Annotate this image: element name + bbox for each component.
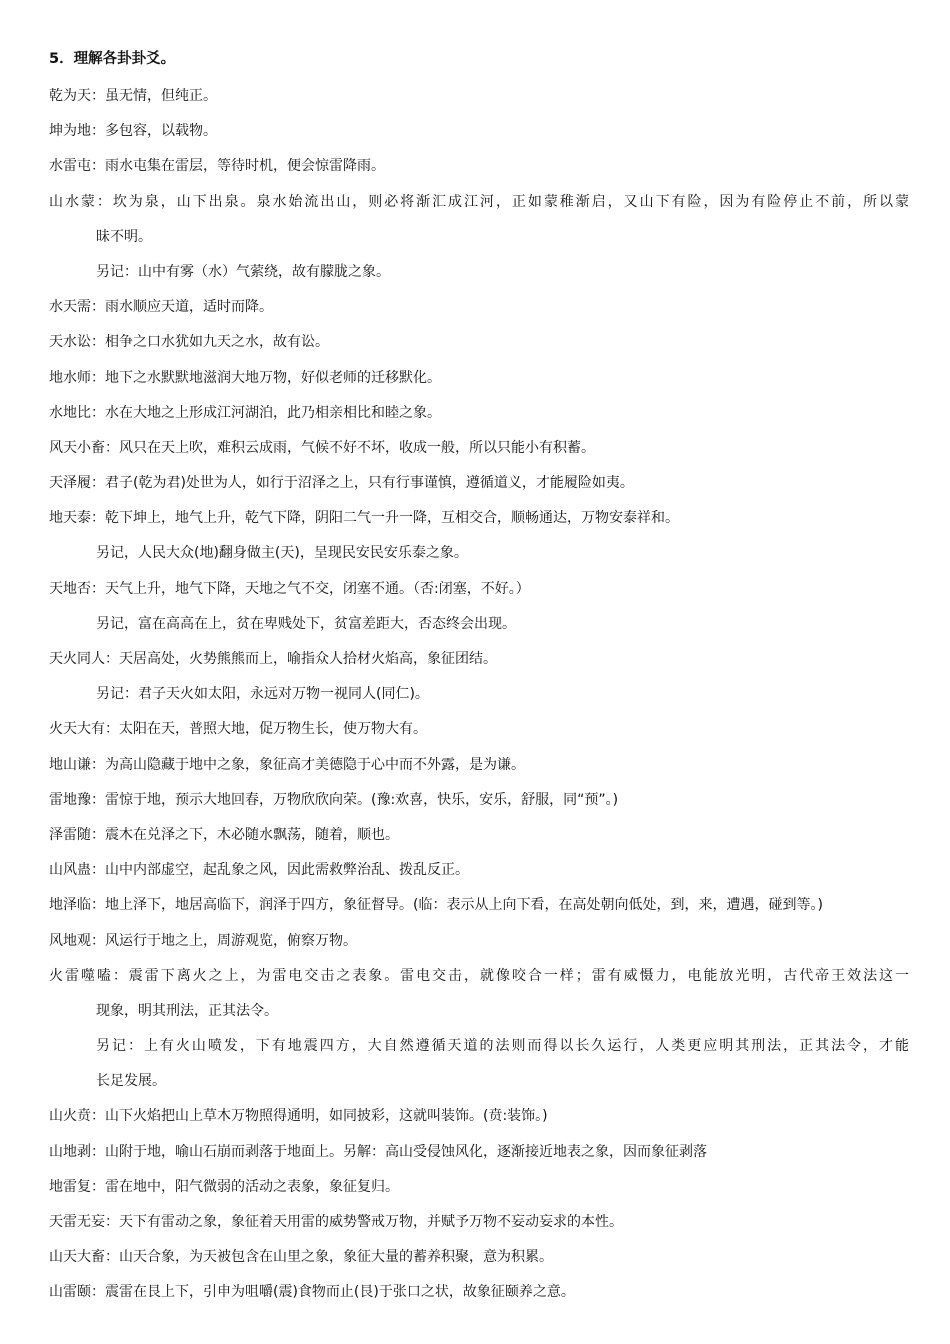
hexagram-entry: 火雷噬嗑：震雷下离火之上，为雷电交击之表象。雷电交击，就像咬合一样；雷有威慑力，电能放光明，古代帝王效法这一: [49, 967, 909, 984]
hexagram-list: [49, 79, 909, 1311]
note-line: 现象，明其刑法，正其法令。: [96, 1002, 278, 1019]
hexagram-entry: 坤为地：多包容，以载物。: [49, 123, 217, 140]
hexagram-entry: 山天大畜：山天合象，为天被包含在山里之象，象征大量的蓄养积聚，意为积累。: [49, 1249, 553, 1266]
hexagram-entry: 水天需：雨水顺应天道，适时而降。: [49, 299, 273, 316]
note-line: 另记：君子天火如太阳，永远对万物一视同人(同仁)。: [96, 686, 429, 703]
note-line: 另记，人民大众(地)翻身做主(天)，呈现民安民安乐泰之象。: [96, 545, 468, 562]
hexagram-entry: 地山谦：为高山隐藏于地中之象，象征高才美德隐于心中而不外露，是为谦。: [49, 756, 525, 773]
hexagram-entry: 火天大有：太阳在天，普照大地，促万物生长，使万物大有。: [49, 721, 427, 738]
hexagram-entry: 地雷复：雷在地中，阳气微弱的活动之表象，象征复归。: [49, 1178, 399, 1195]
hexagram-entry: 风地观：风运行于地之上，周游观览，俯察万物。: [49, 932, 357, 949]
hexagram-entry: 山风蛊：山中内部虚空，起乱象之风，因此需救弊治乱、拨乱反正。: [49, 862, 469, 879]
hexagram-entry: 天水讼：相争之口水犹如九天之水，故有讼。: [49, 334, 329, 351]
hexagram-entry: 雷地豫：雷惊于地，预示大地回春，万物欣欣向荣。(豫:欢喜，快乐，安乐，舒服，同“预”。): [49, 791, 619, 808]
hexagram-entry: 山地剥：山附于地，喻山石崩而剥落于地面上。另解：高山受侵蚀风化，逐渐接近地表之象，因而象征剥落: [49, 1143, 707, 1160]
section-heading: 5．理解各卦卦爻。: [49, 51, 176, 67]
hexagram-entry: 天火同人：天居高处，火势熊熊而上，喻指众人拾材火焰高，象征团结。: [49, 651, 497, 667]
note-line: 长足发展。: [96, 1073, 166, 1090]
note-line: 昧不明。: [96, 228, 152, 245]
hexagram-entry: 天地否：天气上升，地气下降，天地之气不交，闭塞不通。（否:闭塞，不好。）: [49, 580, 530, 597]
note-line: 另记：上有火山喷发，下有地震四方，大自然遵循天道的法则而得以长久运行，人类更应明其刑法，正其法令，才能: [96, 1038, 909, 1055]
hexagram-entry: 山雷颐：震雷在艮上下，引申为咀嚼(震)食物而止(艮)于张口之状，故象征颐养之意。: [49, 1284, 575, 1301]
hexagram-entry: 乾为天：虽无情，但纯正。: [49, 88, 217, 104]
hexagram-entry: 山火贲：山下火焰把山上草木万物照得通明，如同披彩，这就叫装饰。(贲:装饰。): [49, 1108, 548, 1125]
hexagram-entry: 泽雷随：震木在兑泽之下，木必随水飘荡，随着，顺也。: [49, 826, 399, 843]
hexagram-entry: 天泽履：君子(乾为君)处世为人，如行于沼泽之上，只有行事谨慎，遵循道义，才能履险如夷。: [49, 475, 634, 492]
hexagram-entry: 风天小畜：风只在天上吹，难积云成雨，气候不好不坏，收成一般，所以只能小有积蓄。: [49, 439, 595, 456]
note-line: 另记，富在高高在上，贫在卑贱处下，贫富差距大，否态终会出现。: [96, 615, 516, 632]
hexagram-entry: 山水蒙：坎为泉，山下出泉。泉水始流出山，则必将渐汇成江河，正如蒙稚渐启，又山下有险，因为有险停止不前，所以蒙: [49, 193, 909, 210]
hexagram-entry: 地水师：地下之水默默地滋润大地万物，好似老师的迁移默化。: [49, 369, 441, 386]
hexagram-entry: 水雷屯：雨水屯集在雷层，等待时机，便会惊雷降雨。: [49, 158, 385, 175]
note-line: 另记：山中有雾（水）气萦绕，故有朦胧之象。: [96, 263, 390, 280]
hexagram-entry: 地天泰：乾下坤上，地气上升，乾气下降，阴阳二气一升一降，互相交合，顺畅通达，万物安泰祥和。: [49, 510, 679, 527]
hexagram-entry: 地泽临：地上泽下，地居高临下，润泽于四方，象征督导。(临：表示从上向下看，在高处朝向低处，到，来，遭遇，碰到等。): [49, 897, 823, 914]
hexagram-entry: 水地比：水在大地之上形成江河湖泊，此乃相亲相比和睦之象。: [49, 404, 441, 421]
hexagram-entry: 天雷无妄：天下有雷动之象，象征着天用雷的威势警戒万物，并赋予万物不妄动妄求的本性。: [49, 1214, 623, 1230]
document-page: [49, 44, 909, 1311]
